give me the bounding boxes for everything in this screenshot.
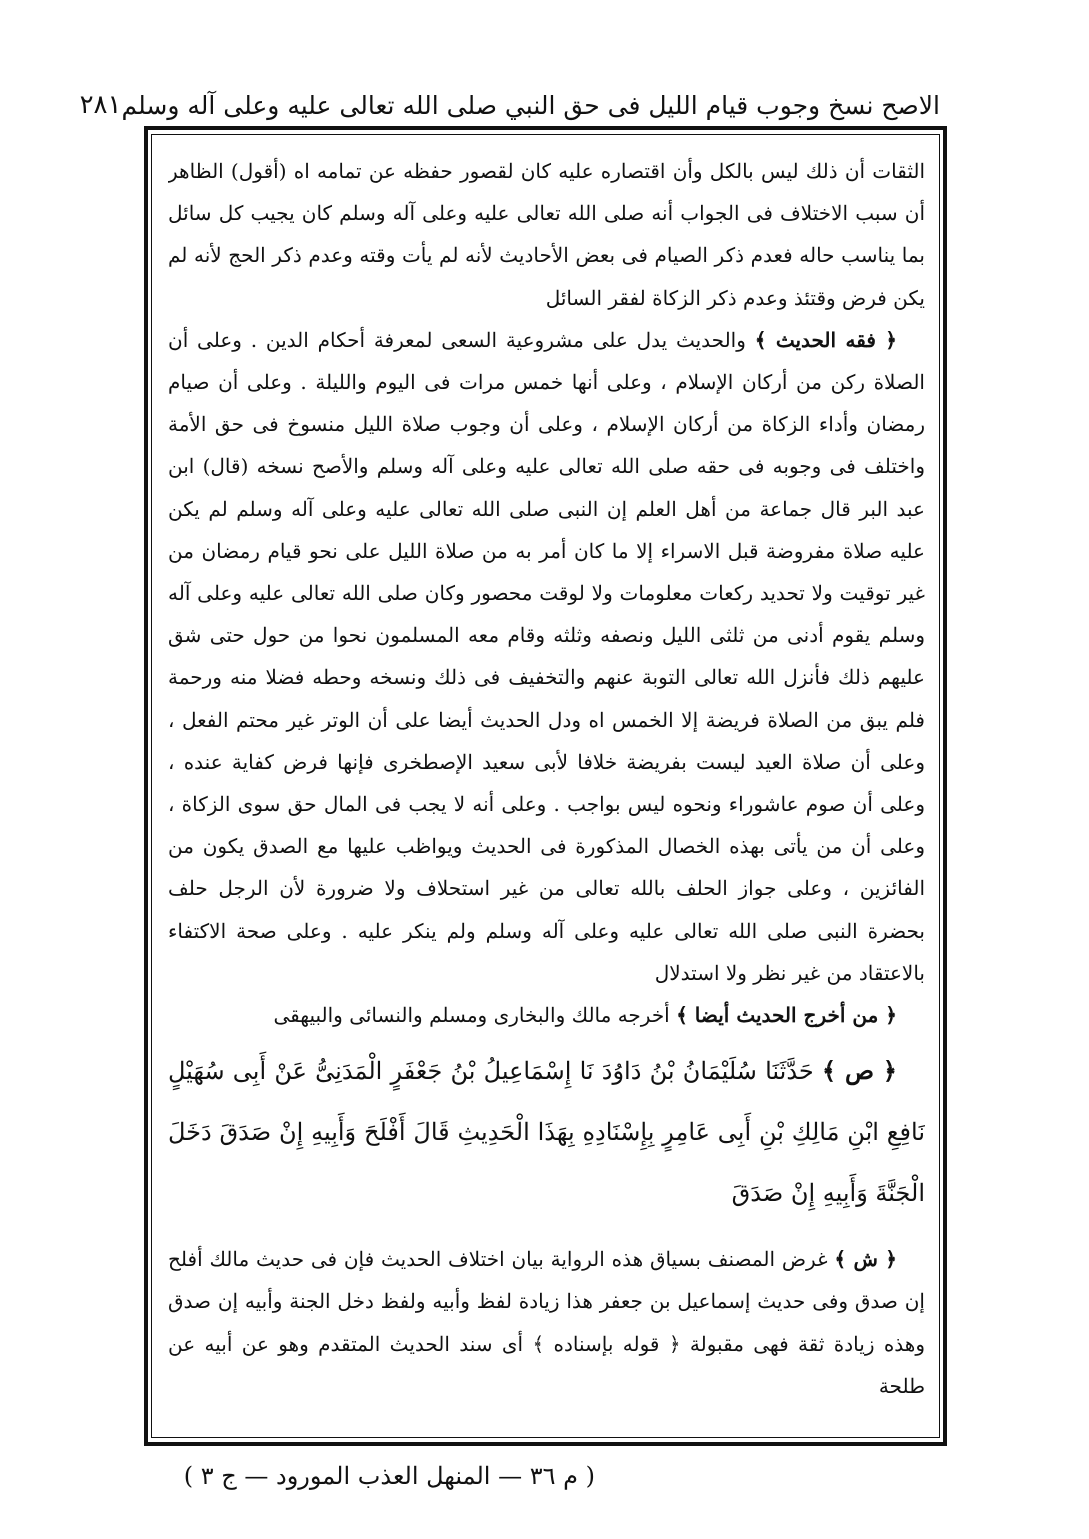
section-label-sad: ﴿ ص ﴾ [821, 1056, 897, 1086]
section-label-shin: ﴿ ش ﴾ [834, 1247, 897, 1272]
paragraph-text: أخرجه مالك والبخارى ومسلم والنسائى والبيهقى [273, 1003, 677, 1028]
page-header [79, 70, 940, 120]
running-title: الاصح نسخ وجوب قيام الليل فى حق النبي صلى الله تعالى عليه وعلى آله وسلم [121, 91, 940, 120]
paragraph-hadith-text [168, 1040, 925, 1224]
page-footer-signature: ( م ٣٦ — المنهل العذب المورود — ج ٣ ) [183, 1462, 595, 1490]
hadith-text: حَدَّثَنَا سُلَيْمَانُ بْنُ دَاوُدَ نَا إِسْمَاعِيلُ بْنُ جَعْفَرٍ الْمَدَنِىُّ عَنْ أَبِى سُهَيْلٍ نَافِعِ ابْنِ مَالِكِ بْنِ أَبِى عَامِرٍ بِإِسْنَادِهِ بِهَذَا الْحَدِيثِ قَالَ أَفْلَحَ وَأَبِيهِ إِنْ صَدَقَ دَخَلَ الْجَنَّةَ وَأَبِيهِ إِنْ صَدَقَ [168, 1057, 925, 1208]
section-label-takhrij: ﴿ من أخرج الحديث أيضا ﴾ [676, 1003, 897, 1028]
main-text-body [168, 150, 925, 1430]
paragraph-text: الثقات أن ذلك ليس بالكل وأن اقتصاره عليه كان لقصور حفظه عن تمامه اه (أقول) الظاهر أن سبب الاختلاف فى الجواب أنه صلى الله تعالى عليه وعلى آله وسلم كان يجيب كل سائل بما يناسب حاله فعدم ذكر الصيام فى بعض الأحاديث لأنه لم يأت وقته وعدم ذكر الحج لأنه لم يكن فرض وقتئذ وعدم ذكر الزكاة لفقر السائل [168, 159, 925, 310]
paragraph-continuation [168, 150, 925, 319]
paragraph-takhrij [168, 994, 925, 1036]
page-number: ٢٨١ [79, 90, 122, 120]
paragraph-sharh [168, 1238, 925, 1407]
paragraph-text: والحديث يدل على مشروعية السعى لمعرفة أحكام الدين . وعلى أن الصلاة ركن من أركان الإسلام ، وعلى أنها خمس مرات فى اليوم والليلة . وعلى أن صيام رمضان وأداء الزكاة من أركان الإسلام ، وعلى أن وجوب صلاة الليل منسوخ فى حق الأمة واختلف فى وجوبه فى حقه صلى الله تعالى عليه وعلى آله وسلم والأصح نسخه (قال) ابن عبد البر قال جماعة من أهل العلم إن النبى صلى الله تعالى عليه وعلى آله وسلم لم يكن عليه صلاة مفروضة قبل الاسراء إلا ما كان أمر به من صلاة الليل على نحو قيام رمضان من غير توقيت ولا تحديد ركعات معلومات ولا لوقت محصور وكان صلى الله تعالى عليه وعلى آله وسلم يقوم أدنى من ثلثى الليل ونصفه وثلثه وقام معه المسلمون نحوا من حول حتى شق عليهم ذلك فأنزل الله تعالى التوبة عنهم والتخفيف فى ذلك ونسخه وحطه فضلا منه ورحمة فلم يبق من الصلاة فريضة إلا الخمس اه ودل الحديث أيضا على أن الوتر غير محتم الفعل ، وعلى أن صلاة العيد ليست بفريضة خلافا لأبى سعيد الإصطخرى فإنها فرض كفاية عنده ، وعلى أن صوم عاشوراء ونحوه ليس بواجب . وعلى أنه لا يجب فى المال حق سوى الزكاة ، وعلى أن من يأتى بهذه الخصال المذكورة فى الحديث ويواظب عليها مع الصدق يكون من الفائزين ، وعلى جواز الحلف بالله تعالى من غير استحلاف ولا ضرورة لأن الرجل حلف بحضرة النبى صلى الله تعالى عليه وعلى آله وسلم ولم ينكر عليه . وعلى صحة الاكتفاء بالاعتقاد من غير نظر ولا استدلال [168, 327, 925, 985]
section-label-fiqh: ﴿ فقه الحديث ﴾ [754, 327, 897, 352]
paragraph-text: غرض المصنف بسياق هذه الرواية بيان اختلاف الحديث فإن فى حديث مالك أفلح إن صدق وفى حديث إسماعيل بن جعفر هذا زيادة لفظ وأبيه ولفظ دخل الجنة وأبيه إن صدق وهذه زيادة ثقة فهى مقبولة ﴿ قوله بإسناده ﴾ أى سند الحديث المتقدم وهو عن أبيه عن طلحة [168, 1247, 925, 1398]
paragraph-fiqh-al-hadith [168, 319, 925, 994]
